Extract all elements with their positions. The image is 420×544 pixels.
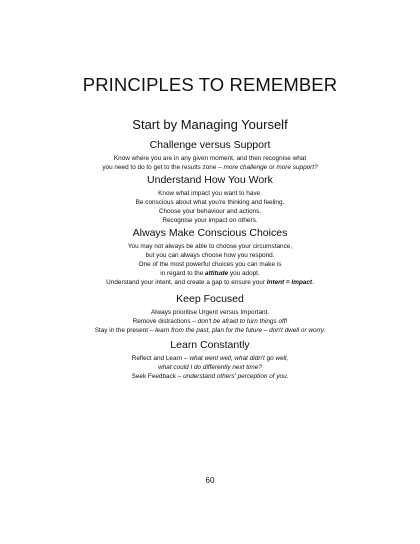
page-number: 60 — [205, 476, 215, 485]
body-text: in regard to the — [160, 270, 206, 277]
body-text: you adopt. — [228, 270, 260, 277]
section-heading: Always Make Conscious Choices — [132, 227, 288, 239]
section-heading: Learn Constantly — [170, 339, 250, 351]
body-line: Know where you are in any given moment, and then recognise what — [113, 155, 307, 162]
intent-impact-emphasis: Intent = Impact — [266, 279, 313, 286]
emphasis-text: more challenge or more support? — [223, 164, 318, 171]
body-line — [0, 278, 420, 287]
body-text: Seek Feedback – — [131, 373, 184, 380]
body-line: what could I do differently next time? — [158, 364, 262, 371]
body-line: You may not always be able to choose your circumstance, — [127, 243, 293, 250]
body-text: Understand your intent, and create a gap to ensure your — [106, 279, 267, 286]
body-line — [0, 372, 420, 381]
body-line — [0, 326, 420, 335]
section-heading: Understand How You Work — [147, 174, 273, 186]
page-title: PRINCIPLES TO REMEMBER — [82, 74, 338, 95]
emphasis-text: don't be afraid to turn things off! — [197, 318, 288, 325]
body-line: Recognise your impact on others. — [162, 217, 258, 224]
body-line: Choose your behaviour and actions. — [158, 208, 262, 215]
section-understand-how-you-work — [0, 174, 420, 225]
emphasis-text: what went well, what didn't go well, — [189, 355, 289, 362]
body-line — [0, 269, 420, 278]
section-heading: Keep Focused — [176, 293, 244, 305]
attitude-emphasis: attitude — [205, 270, 229, 277]
section-keep-focused — [0, 293, 420, 335]
body-text: Reflect and Learn – — [131, 355, 190, 362]
section-learn-constantly — [0, 339, 420, 381]
emphasis-text: understand others' perception of you. — [183, 373, 289, 380]
body-line: Always prioritise Urgent versus Important. — [150, 309, 270, 316]
section-challenge-versus-support — [0, 139, 420, 172]
emphasis-text: learn from the past, plan for the future – don't dwell or worry. — [155, 327, 326, 334]
page-subtitle: Start by Managing Yourself — [132, 117, 288, 132]
body-text: you need to do to get to the results zone – — [102, 164, 224, 171]
body-line: Know what impact you want to have. — [158, 190, 262, 197]
body-line — [0, 354, 420, 363]
body-line — [0, 163, 420, 172]
body-text: Remove distractions – — [132, 318, 198, 325]
body-line: One of the most powerful choices you can make is — [138, 261, 282, 268]
body-line: Be conscious about what you're thinking and feeling. — [135, 199, 285, 206]
body-text: Stay in the present – — [94, 327, 156, 334]
body-line — [0, 317, 420, 326]
section-always-make-conscious-choices — [0, 227, 420, 287]
body-text: . — [312, 279, 314, 286]
body-line: but you can always choose how you respond. — [145, 252, 275, 259]
section-heading: Challenge versus Support — [149, 139, 271, 151]
